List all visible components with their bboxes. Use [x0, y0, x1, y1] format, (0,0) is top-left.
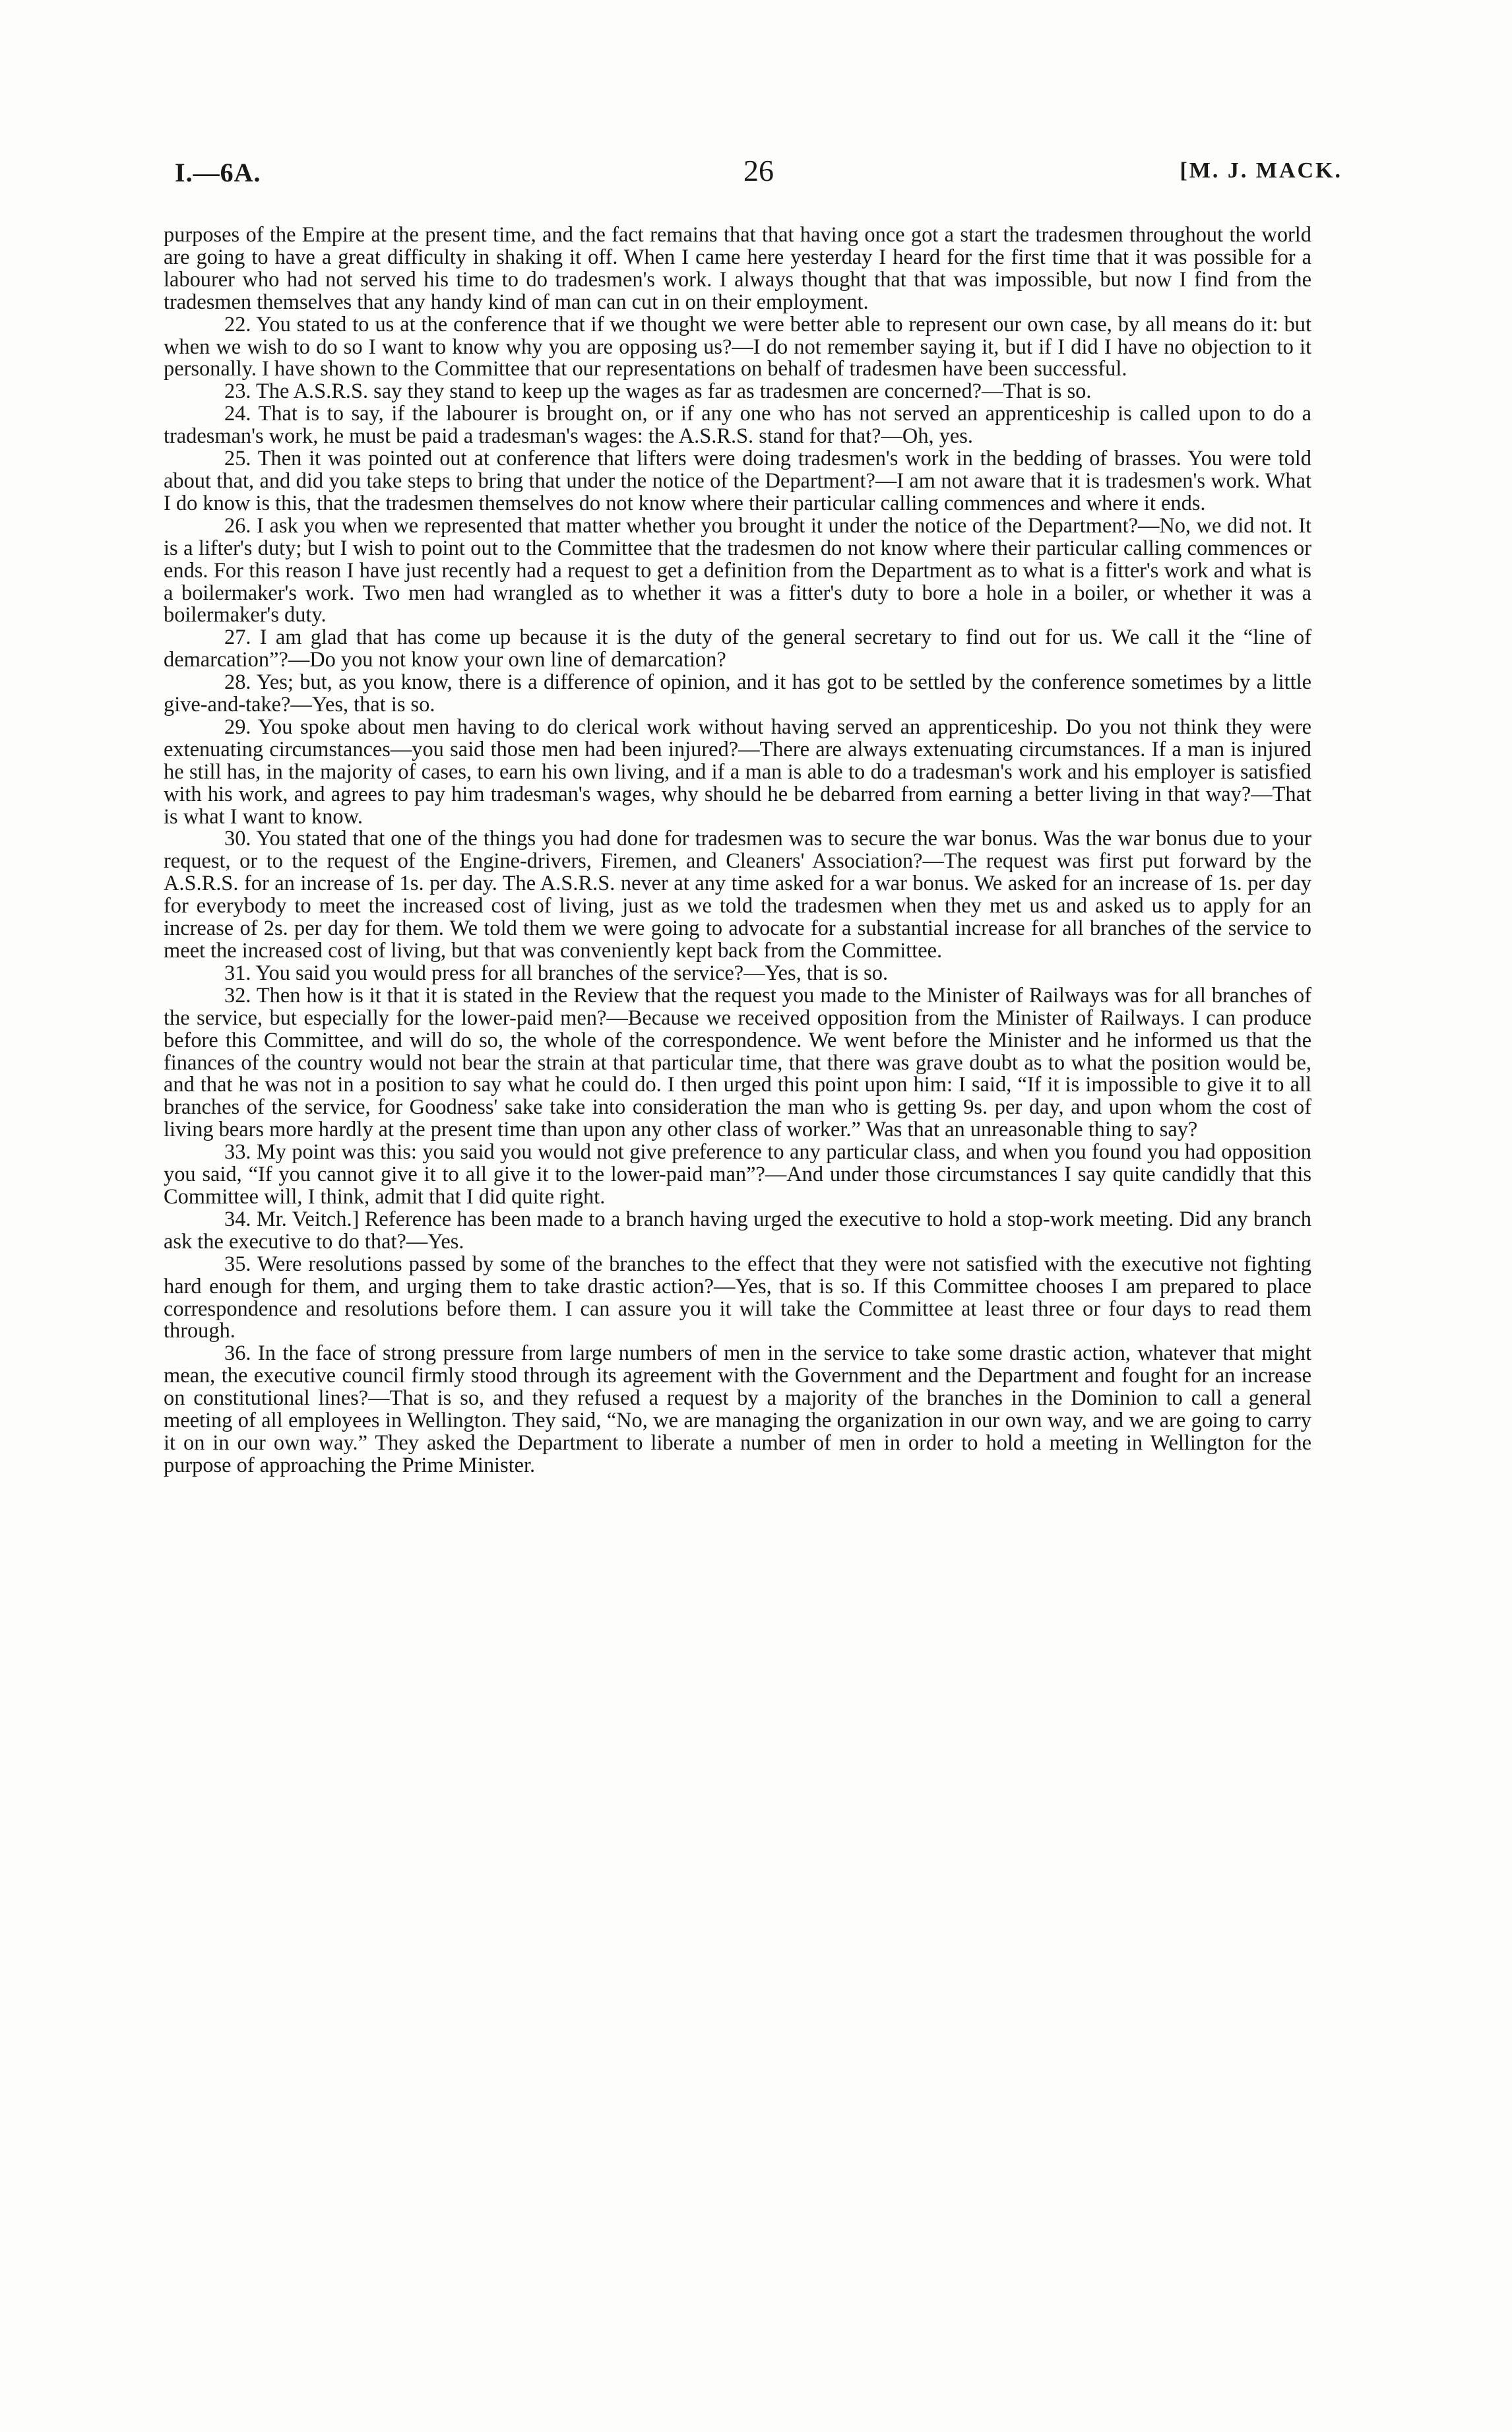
question-36: 36. In the face of strong pressure from large numbers of men in the service to take some drastic action, whatever that might mean, the executive council firmly stood through its agreement with the Government and the Department and fought for an increase on constitutional lines?—That is so, and they refused a request by a majority of the branches in the Dominion to call a general meeting of all employees in Wellington. They said, “No, we are managing the organization in our own way, and we are going to carry it on in our own way.” They asked the Department to liberate a number of men in order to hold a meeting in Wellington for the purpose of approaching the Prime Minister. — [164, 1341, 1311, 1477]
parliamentary-paper-reference: I.—6A. — [175, 158, 261, 187]
question-29: 29. You spoke about men having to do clerical work without having served an apprenticeship. Do you not think they were extenuating circumstances—you said those men had been injured?—There are always extenuating circumstances. If a man is injured he still has, in the majority of cases, to earn his own living, and if a man is able to do a tradesman's work and his employer is satisfied with his work, and agrees to pay him tradesman's wages, why should he be debarred from earning a better living in that way?—That is what I want to know. — [164, 715, 1311, 829]
question-35: 35. Were resolutions passed by some of the branches to the effect that they were not satisfied with the executive not fighting hard enough for them, and urging them to take drastic action?—Yes, that is so. If this Committee chooses I am prepared to place correspondence and resolutions before them. I can assure you it will take the Committee at least three or four days to read them through. — [164, 1252, 1311, 1343]
question-24: 24. That is to say, if the labourer is brought on, or if any one who has not served an apprenticeship is called upon to do a tradesman's work, he must be paid a tradesman's wages: the A.S.R.S. stand for that?—Oh, yes. — [164, 402, 1311, 449]
question-27: 27. I am glad that has come up because it is the duty of the general secretary to find out for us. We call it the “line of demarcation”?—Do you not know your own line of demarcation? — [164, 625, 1311, 672]
question-25: 25. Then it was pointed out at conference that lifters were doing tradesmen's work in the bedding of brasses. You were told about that, and did you take steps to bring that under the notice of the Department?—I am not aware that it is tradesmen's work. What I do know is this, that the tradesmen themselves do not know where their particular calling commences and where it ends. — [164, 447, 1311, 515]
question-23: 23. The A.S.R.S. say they stand to keep up the wages as far as tradesmen are concerned?—That is so. — [224, 379, 1092, 404]
body-text — [164, 224, 1311, 1477]
question-30: 30. You stated that one of the things you had done for tradesmen was to secure the war bonus. Was the war bonus due to your request, or to the request of the Engine-drivers, Firemen, and Cleaners' Association?—The request was first put forward by the A.S.R.S. for an increase of 1s. per day. The A.S.R.S. never at any time asked for a war bonus. We asked for an increase of 1s. per day for everybody to meet the increased cost of living, just as we told the tradesmen when they met us and asked us to apply for an increase of 2s. per day for them. We told them we were going to advocate for a substantial increase for all branches of the service to meet the increased cost of living, but that was conveniently kept back from the Committee. — [164, 827, 1311, 963]
question-33: 33. My point was this: you said you would not give preference to any particular class, and when you found you had opposition you said, “If you cannot give it to all give it to the lower-paid man”?—And under those circumstances I say quite candidly that this Committee will, I think, admit that I did quite right. — [164, 1140, 1311, 1209]
question-28: 28. Yes; but, as you know, there is a difference of opinion, and it has got to be settled by the conference sometimes by a little give-and-take?—Yes, that is so. — [164, 670, 1311, 717]
question-22: 22. You stated to us at the conference that if we thought we were better able to represent our own case, by all means do it: but when we wish to do so I want to know why you are opposing us?—I do not remember saying it, but if I did I have no objection to it personally. I have shown to the Committee that our representations on behalf of tradesmen have been successful. — [164, 312, 1311, 381]
paragraph-continued: purposes of the Empire at the present time, and the fact remains that that having once got a start the tradesmen throughout the world are going to have a great difficulty in shaking it off. When I came here yesterday I heard for the first time that it was possible for a labourer who had not served his time to do tradesmen's work. I always thought that that was impossible, but now I find from the tradesmen themselves that any handy kind of man can cut in on their employment. — [164, 223, 1311, 314]
question-34: 34. Mr. Veitch.] Reference has been made to a branch having urged the executive to hold a stop-work meeting. Did any branch ask the executive to do that?—Yes. — [164, 1207, 1311, 1254]
witness-name: [M. J. MACK. — [1180, 158, 1342, 183]
page-header — [175, 154, 1342, 203]
question-32: 32. Then how is it that it is stated in the Review that the request you made to the Minister of Railways was for all branches of the service, but especially for the lower-paid men?—Because we received opposition from the Minister of Railways. I can produce before this Committee, and will do so, the whole of the correspondence. We went before the Minister and he informed us that the finances of the country would not bear the strain at that particular time, that there was grave doubt as to what the position would be, and that he was not in a position to say what he could do. I then urged this point upon him: I said, “If it is impossible to give it to all branches of the service, for Goodness' sake take into consideration the man who is getting 9s. per day, and upon whom the cost of living bears more hardly at the present time than upon any other class of worker.” Was that an unreasonable thing to say? — [164, 983, 1311, 1142]
page-number: 26 — [743, 154, 774, 187]
question-26: 26. I ask you when we represented that matter whether you brought it under the notice of the Department?—No, we did not. It is a lifter's duty; but I wish to point out to the Committee that the tradesmen do not know where their particular calling commences or ends. For this reason I have just recently had a request to get a definition from the Department as to what is a fitter's work and what is a boilermaker's work. Two men had wrangled as to whether it was a fitter's duty to bore a hole in a boiler, or whether it was a boilermaker's duty. — [164, 513, 1311, 627]
question-31: 31. You said you would press for all branches of the service?—Yes, that is so. — [224, 961, 889, 985]
